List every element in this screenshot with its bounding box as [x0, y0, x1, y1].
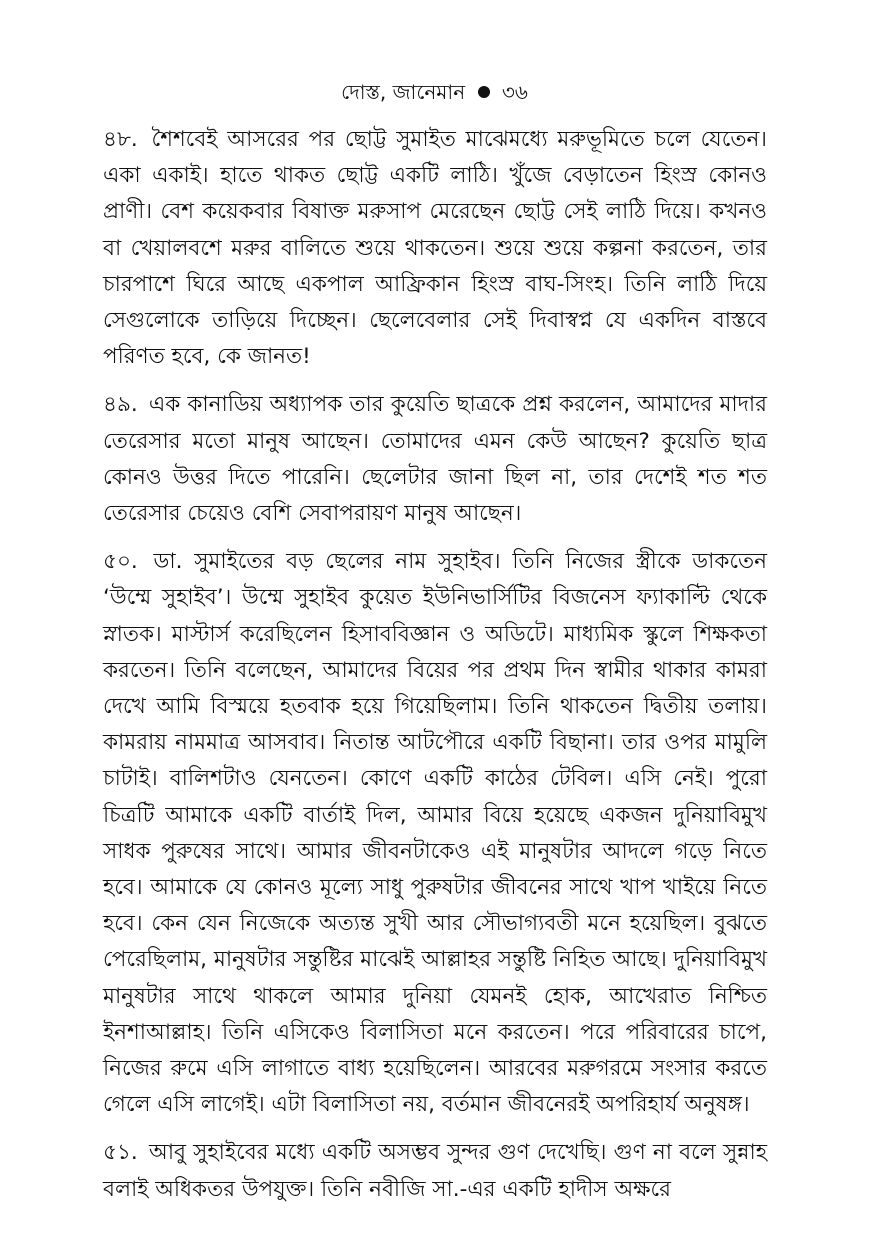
paragraph-50 [103, 544, 767, 1123]
paragraph-number: ৫১. [103, 1140, 138, 1166]
paragraph-text: ডা. সুমাইতের বড় ছেলের নাম সুহাইব। তিনি নিজের স্ত্রীকে ডাকতেন ‘উম্মে সুহাইব’। উম্মে সুহাইব কুয়েত ইউনিভার্সিটির বিজনেস ফ্যাকাল্টি থেকে স্নাতক। মাস্টার্স করেছিলেন হিসাববিজ্ঞান ও অডিটে। মাধ্যমিক স্কুলে শিক্ষকতা করতেন। তিনি বলেছেন, আমাদের বিয়ের পর প্রথম দিন স্বামীর থাকার কামরা দেখে আমি বিস্ময়ে হতবাক হয়ে গিয়েছিলাম। তিনি থাকতেন দ্বিতীয় তলায়। কামরায় নামমাত্র আসবাব। নিতান্ত আটপৌরে একটি বিছানা। তার ওপর মামুলি চাটাই। বালিশটাও যেনতেন। কোণে একটি কাঠের টেবিল। এসি নেই। পুরো চিত্রটি আমাকে একটি বার্তাই দিল, আমার বিয়ে হয়েছে একজন দুনিয়াবিমুখ সাধক পুরুষের সাথে। আমার জীবনটাকেও এই মানুষটার আদলে গড়ে নিতে হবে। আমাকে যে কোনও মূল্যে সাধু পুরুষটার জীবনের সাথে খাপ খাইয়ে নিতে হবে। কেন যেন নিজেকে অত্যন্ত সুখী আর সৌভাগ্যবতী মনে হয়েছিল। বুঝতে পেরেছিলাম, মানুষটার সন্তুষ্টির মাঝেই আল্লাহর সন্তুষ্টি নিহিত আছে। দুনিয়াবিমুখ মানুষটার সাথে থাকলে আমার দুনিয়া যেমনই হোক, আখেরাত নিশ্চিত ইনশাআল্লাহ। তিনি এসিকেও বিলাসিতা মনে করতেন। পরে পরিবারের চাপে, নিজের রুমে এসি লাগাতে বাধ্য হয়েছিলেন। আরবের মরুগরমে সংসার করতে গেলে এসি লাগেই। এটা বিলাসিতা নয়, বর্তমান জীবনেরই অপরিহার্য অনুষঙ্গ। [103, 549, 767, 1118]
paragraph-51 [103, 1135, 767, 1207]
running-header [0, 78, 869, 106]
paragraph-49 [103, 387, 767, 532]
paragraph-text: এক কানাডিয় অধ্যাপক তার কুয়েতি ছাত্রকে প্রশ্ন করলেন, আমাদের মাদার তেরেসার মতো মানুষ আছেন। তোমাদের এমন কেউ আছেন? কুয়েতি ছাত্র কোনও উত্তর দিতে পারেনি। ছেলেটার জানা ছিল না, তার দেশেই শত শত তেরেসার চেয়েও বেশি সেবাপরায়ণ মানুষ আছেন। [103, 392, 767, 527]
paragraph-number: ৪৮. [103, 127, 138, 152]
paragraph-text: আবু সুহাইবের মধ্যে একটি অসম্ভব সুন্দর গুণ দেখেছি। গুণ না বলে সুন্নাহ বলাই অধিকতর উপযুক্ত। তিনি নবীজি সা.-এর একটি হাদীস অক্ষরে [103, 1140, 767, 1202]
paragraph-number: ৫০. [103, 549, 138, 575]
paragraph-number: ৪৯. [103, 392, 138, 418]
paragraph-text: শৈশবেই আসরের পর ছোট্ট সুমাইত মাঝেমধ্যে মরুভূমিতে চলে যেতেন। একা একাই। হাতে থাকত ছোট্ট একটি লাঠি। খুঁজে বেড়াতেন হিংস্র কোনও প্রাণী। বেশ কয়েকবার বিষাক্ত মরুসাপ মেরেছেন ছোট্ট সেই লাঠি দিয়ে। কখনও বা খেয়ালবশে মরুর বালিতে শুয়ে থাকতেন। শুয়ে শুয়ে কল্পনা করতেন, তার চারপাশে ঘিরে আছে একপাল আফ্রিকান হিংস্র বাঘ-সিংহ। তিনি লাঠি দিয়ে সেগুলোকে তাড়িয়ে দিচ্ছেন। ছেলেবেলার সেই দিবাস্বপ্ন যে একদিন বাস্তবে পরিণত হবে, কে জানত! [103, 127, 767, 370]
page-number: ৩৬ [501, 80, 528, 104]
page-body [103, 122, 767, 1220]
paragraph-48 [103, 122, 767, 375]
bullet-separator-icon [478, 86, 490, 98]
book-title: দোস্ত, জানেমান [341, 80, 466, 104]
